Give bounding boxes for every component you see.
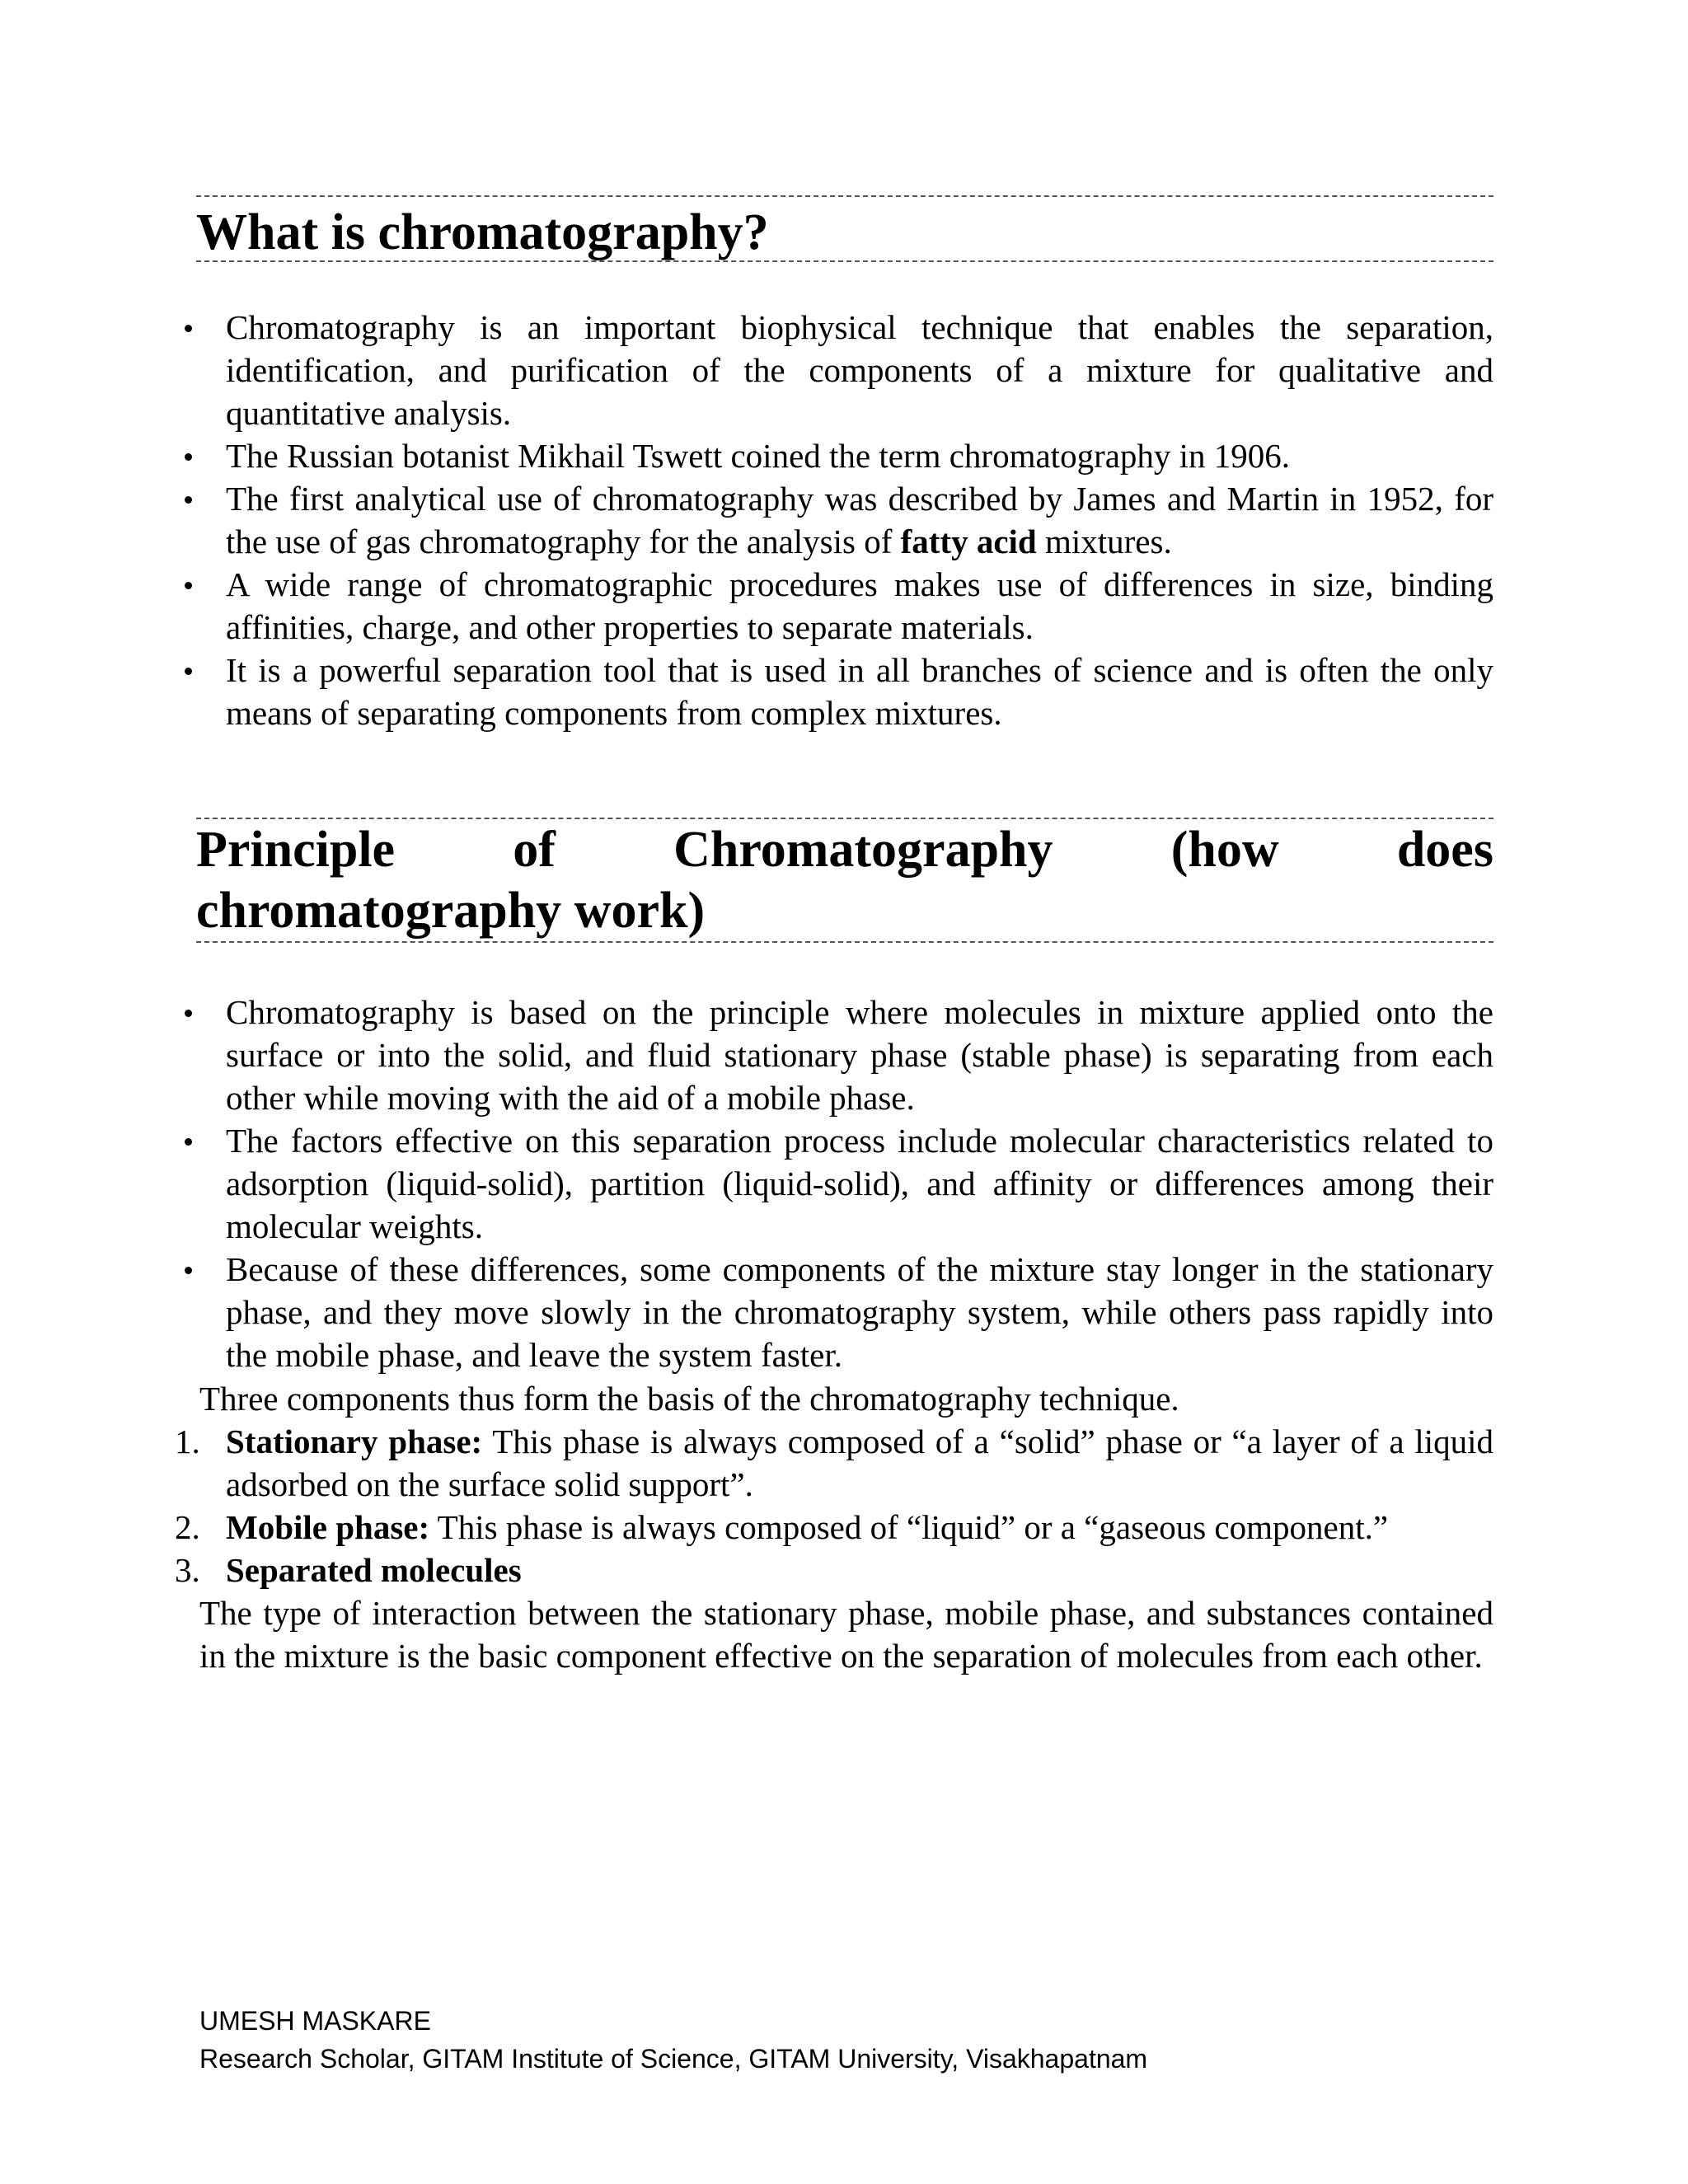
bold-term: Separated molecules: [226, 1551, 522, 1589]
heading-text: What is chromatography?: [196, 204, 769, 260]
list-item-text: This phase is always composed of “liquid” or a “gaseous component.”: [429, 1508, 1389, 1546]
list-item: [175, 1549, 1493, 1591]
list-item: [175, 991, 1493, 1119]
bullet-list-principle: [175, 991, 1493, 1376]
list-item: [175, 563, 1493, 649]
list-item: [175, 649, 1493, 734]
list-item: [175, 434, 1493, 477]
list-item: [175, 477, 1493, 563]
bullet-list-intro: [175, 306, 1493, 734]
list-item-text: The Russian botanist Mikhail Tswett coined the term chromatography in 1906.: [226, 437, 1291, 475]
list-item-text: It is a powerful separation tool that is used in all branches of science and is often the only means of separating components from complex mixtures.: [226, 651, 1493, 732]
section-heading-what-is: [196, 195, 1493, 262]
paragraph-closing: The type of interaction between the stationary phase, mobile phase, and substances contained in the mixture is the basic component effective on the separation of molecules from each other.: [199, 1594, 1493, 1675]
heading-word: Chromatography: [673, 822, 1053, 878]
list-item-text: This phase is always composed of a “solid” phase or “a layer of a liquid adsorbed on the surface solid support”.: [226, 1422, 1493, 1503]
list-number: 3.: [175, 1551, 200, 1589]
list-item: [175, 1506, 1493, 1549]
heading-word: Principle: [196, 822, 396, 878]
list-item-text: Because of these differences, some components of the mixture stay longer in the stationary phase, and they move slowly in the chromatography system, while others pass rapidly into the mobile phase, and leave the system faster.: [226, 1250, 1493, 1374]
heading-line: chromatography work): [196, 883, 706, 939]
heading-word: (how: [1170, 822, 1279, 878]
paragraph-three-components: Three components thus form the basis of the chromatography technique.: [199, 1380, 1179, 1418]
list-item: [175, 1119, 1493, 1248]
bold-term: fatty acid: [900, 523, 1037, 560]
numbered-list-components: [175, 1420, 1493, 1591]
list-item: [175, 1420, 1493, 1506]
list-item-text: mixtures.: [1036, 523, 1172, 560]
list-item: [175, 1248, 1493, 1376]
heading-line: [196, 819, 1493, 880]
footer-author-name: UMESH MASKARE: [199, 2006, 431, 2036]
list-number: 2.: [175, 1508, 200, 1546]
bold-term: Mobile phase:: [226, 1508, 430, 1546]
heading-word: of: [513, 822, 556, 878]
list-item-text: Chromatography is based on the principle where molecules in mixture applied onto the surface or into the solid, and fluid stationary phase (stable phase) is separating from each other while moving with the aid of a mobile phase.: [226, 993, 1493, 1117]
list-item-text: The first analytical use of chromatography was described by James and Martin in 1952, for the use of gas chromatography for the analysis of: [226, 480, 1493, 560]
list-number: 1.: [175, 1422, 200, 1460]
footer-affiliation: Research Scholar, GITAM Institute of Science, GITAM University, Visakhapatnam: [199, 2044, 1148, 2074]
list-item-text: Chromatography is an important biophysical technique that enables the separation, identification, and purification of the components of a mixture for qualitative and quantitative analysis.: [226, 308, 1493, 432]
list-item-text: A wide range of chromatographic procedures makes use of differences in size, binding affinities, charge, and other properties to separate materials.: [226, 565, 1493, 646]
list-item-text: The factors effective on this separation process include molecular characteristics related to adsorption (liquid-solid), partition (liquid-solid), and affinity or differences among their molecular weights.: [226, 1122, 1493, 1245]
heading-word: does: [1396, 822, 1493, 878]
list-item: [175, 306, 1493, 434]
section-heading-principle: [196, 818, 1493, 943]
bold-term: Stationary phase:: [226, 1422, 483, 1460]
